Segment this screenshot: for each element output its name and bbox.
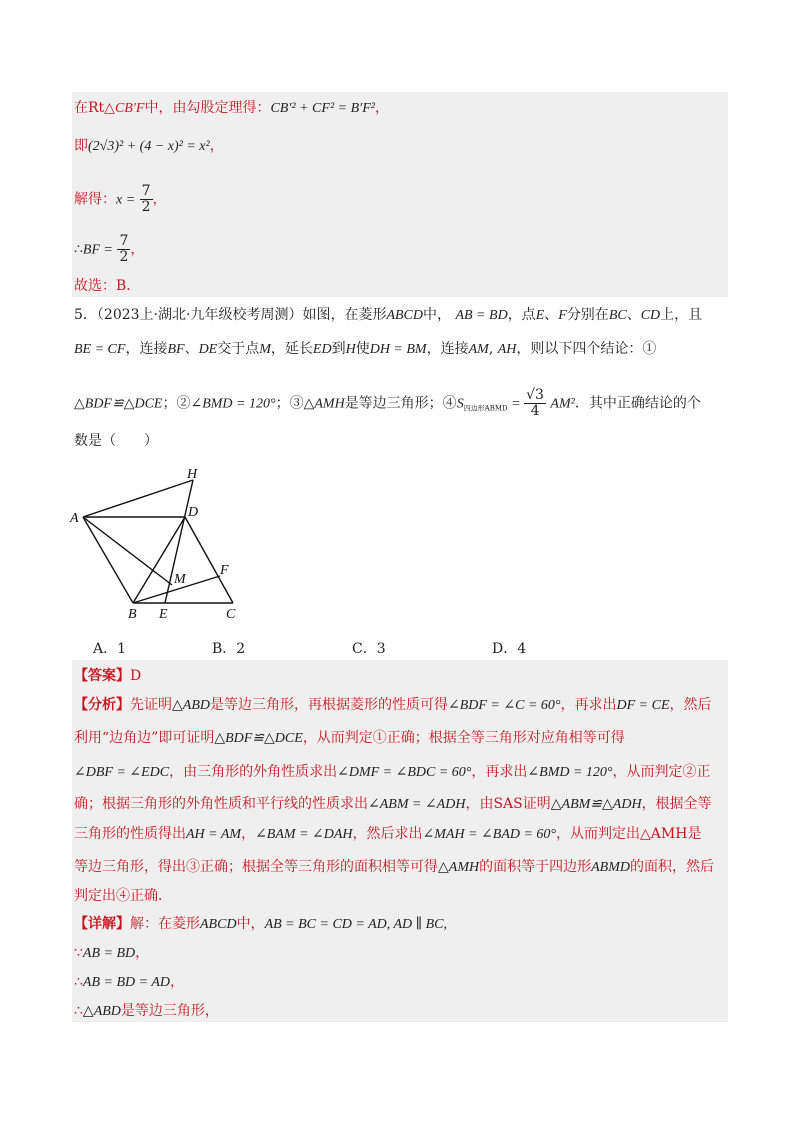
solution-block-top [72, 92, 728, 297]
rhombus-figure [62, 460, 252, 625]
detail-line-2: ∵AB = BD， [74, 945, 150, 961]
question-line-3: △BDF≌△DCE；②∠BMD = 120°；③△AMH是等边三角形；$④S_{四边形ABMD}$ = $\frac{√3}{4}$ AM²．其中正确结论的个 [74, 387, 701, 419]
detail-line-1: 【详解】解：在菱形ABCD中，AB = BC = CD = AD, AD ∥ BC, [74, 916, 448, 932]
analysis-line-2: 利用“边角边”即可证明△BDF≌△DCE，从而判定①正确；根据全等三角形对应角相等可得 [74, 730, 625, 746]
analysis-line-5: 三角形的性质得出AH = AM，∠BAM = ∠DAH，然后求出∠MAH = ∠BAD = 60°，从而判定出△AMH是 [74, 826, 702, 842]
segment-BD [133, 517, 185, 603]
label-F: F [220, 563, 229, 578]
question-line-2: BE = CF，连接BF、DE交于点M，延长ED到H使DH = BM，连接AM, AH，则以下四个结论：① [74, 341, 657, 357]
analysis-line-3: ∠DBF = ∠EDC，由三角形的外角性质求出∠DMF = ∠BDC = 60°，再求出∠BMD = 120°，从而判定②正 [74, 764, 711, 780]
solution-line-1: 在Rt△CB′F中，由勾股定理得：CB′² + CF² = B′F²， [74, 100, 389, 116]
label-H: H [187, 467, 198, 482]
fraction-sqrt3-4: $\frac{√3}{4}$ [526, 387, 544, 419]
solution-line-2: 即(2√3)² + (4 − x)² = x²， [74, 138, 224, 154]
analysis-line-1: 【分析】先证明△ABD是等边三角形，再根据菱形的性质可得∠BDF = ∠C = 60°，再求出DF = CE，然后 [74, 697, 712, 713]
answer-line: 【答案】D [74, 668, 142, 684]
label-A: A [70, 511, 79, 526]
label-E: E [159, 607, 168, 622]
question-line-4: 数是（ ） [74, 433, 158, 449]
label-B: B [128, 607, 137, 622]
option-c[interactable]: C．3 [352, 641, 386, 657]
question-line-1: 5．（2023上·湖北·九年级校考周测）如图，在菱形ABCD中， AB = BD，点E、F分别在BC、CD上，且 [74, 307, 703, 323]
fraction-7-2-bf: $\frac{7}{2}$ [119, 233, 129, 265]
segment-AM [83, 517, 172, 585]
label-D: D [188, 505, 199, 520]
analysis-line-7: 判定出④正确． [74, 888, 172, 904]
label-C: C [226, 607, 236, 622]
fraction-7-2: $\frac{7}{2}$ [141, 183, 151, 215]
analysis-line-6: 等边三角形，得出③正确；根据全等三角形的面积相等可得△AMH的面积等于四边形ABMD的面积，然后 [74, 859, 714, 875]
solution-line-3: 解得：x = $\frac{7}{2}$ ， [74, 183, 167, 215]
label-M: M [174, 572, 186, 587]
solution-line-4: ∴BF = $\frac{7}{2}$ ， [74, 233, 145, 265]
option-d[interactable]: D．4 [492, 641, 527, 657]
segment-DC [185, 517, 233, 603]
solution-line-5: 故选：B． [74, 278, 141, 294]
segment-AH [83, 480, 193, 517]
segment-AB [83, 517, 133, 603]
option-a[interactable]: A．1 [93, 641, 127, 657]
detail-line-3: ∴AB = BD = AD， [74, 974, 184, 990]
analysis-line-4: 确；根据三角形的外角性质和平行线的性质求出∠ABM = ∠ADH，由SAS证明△ABM≌△ADH，根据全等 [74, 796, 712, 812]
detail-line-4: ∴△ABD是等边三角形， [74, 1003, 219, 1019]
option-b[interactable]: B．2 [212, 641, 246, 657]
